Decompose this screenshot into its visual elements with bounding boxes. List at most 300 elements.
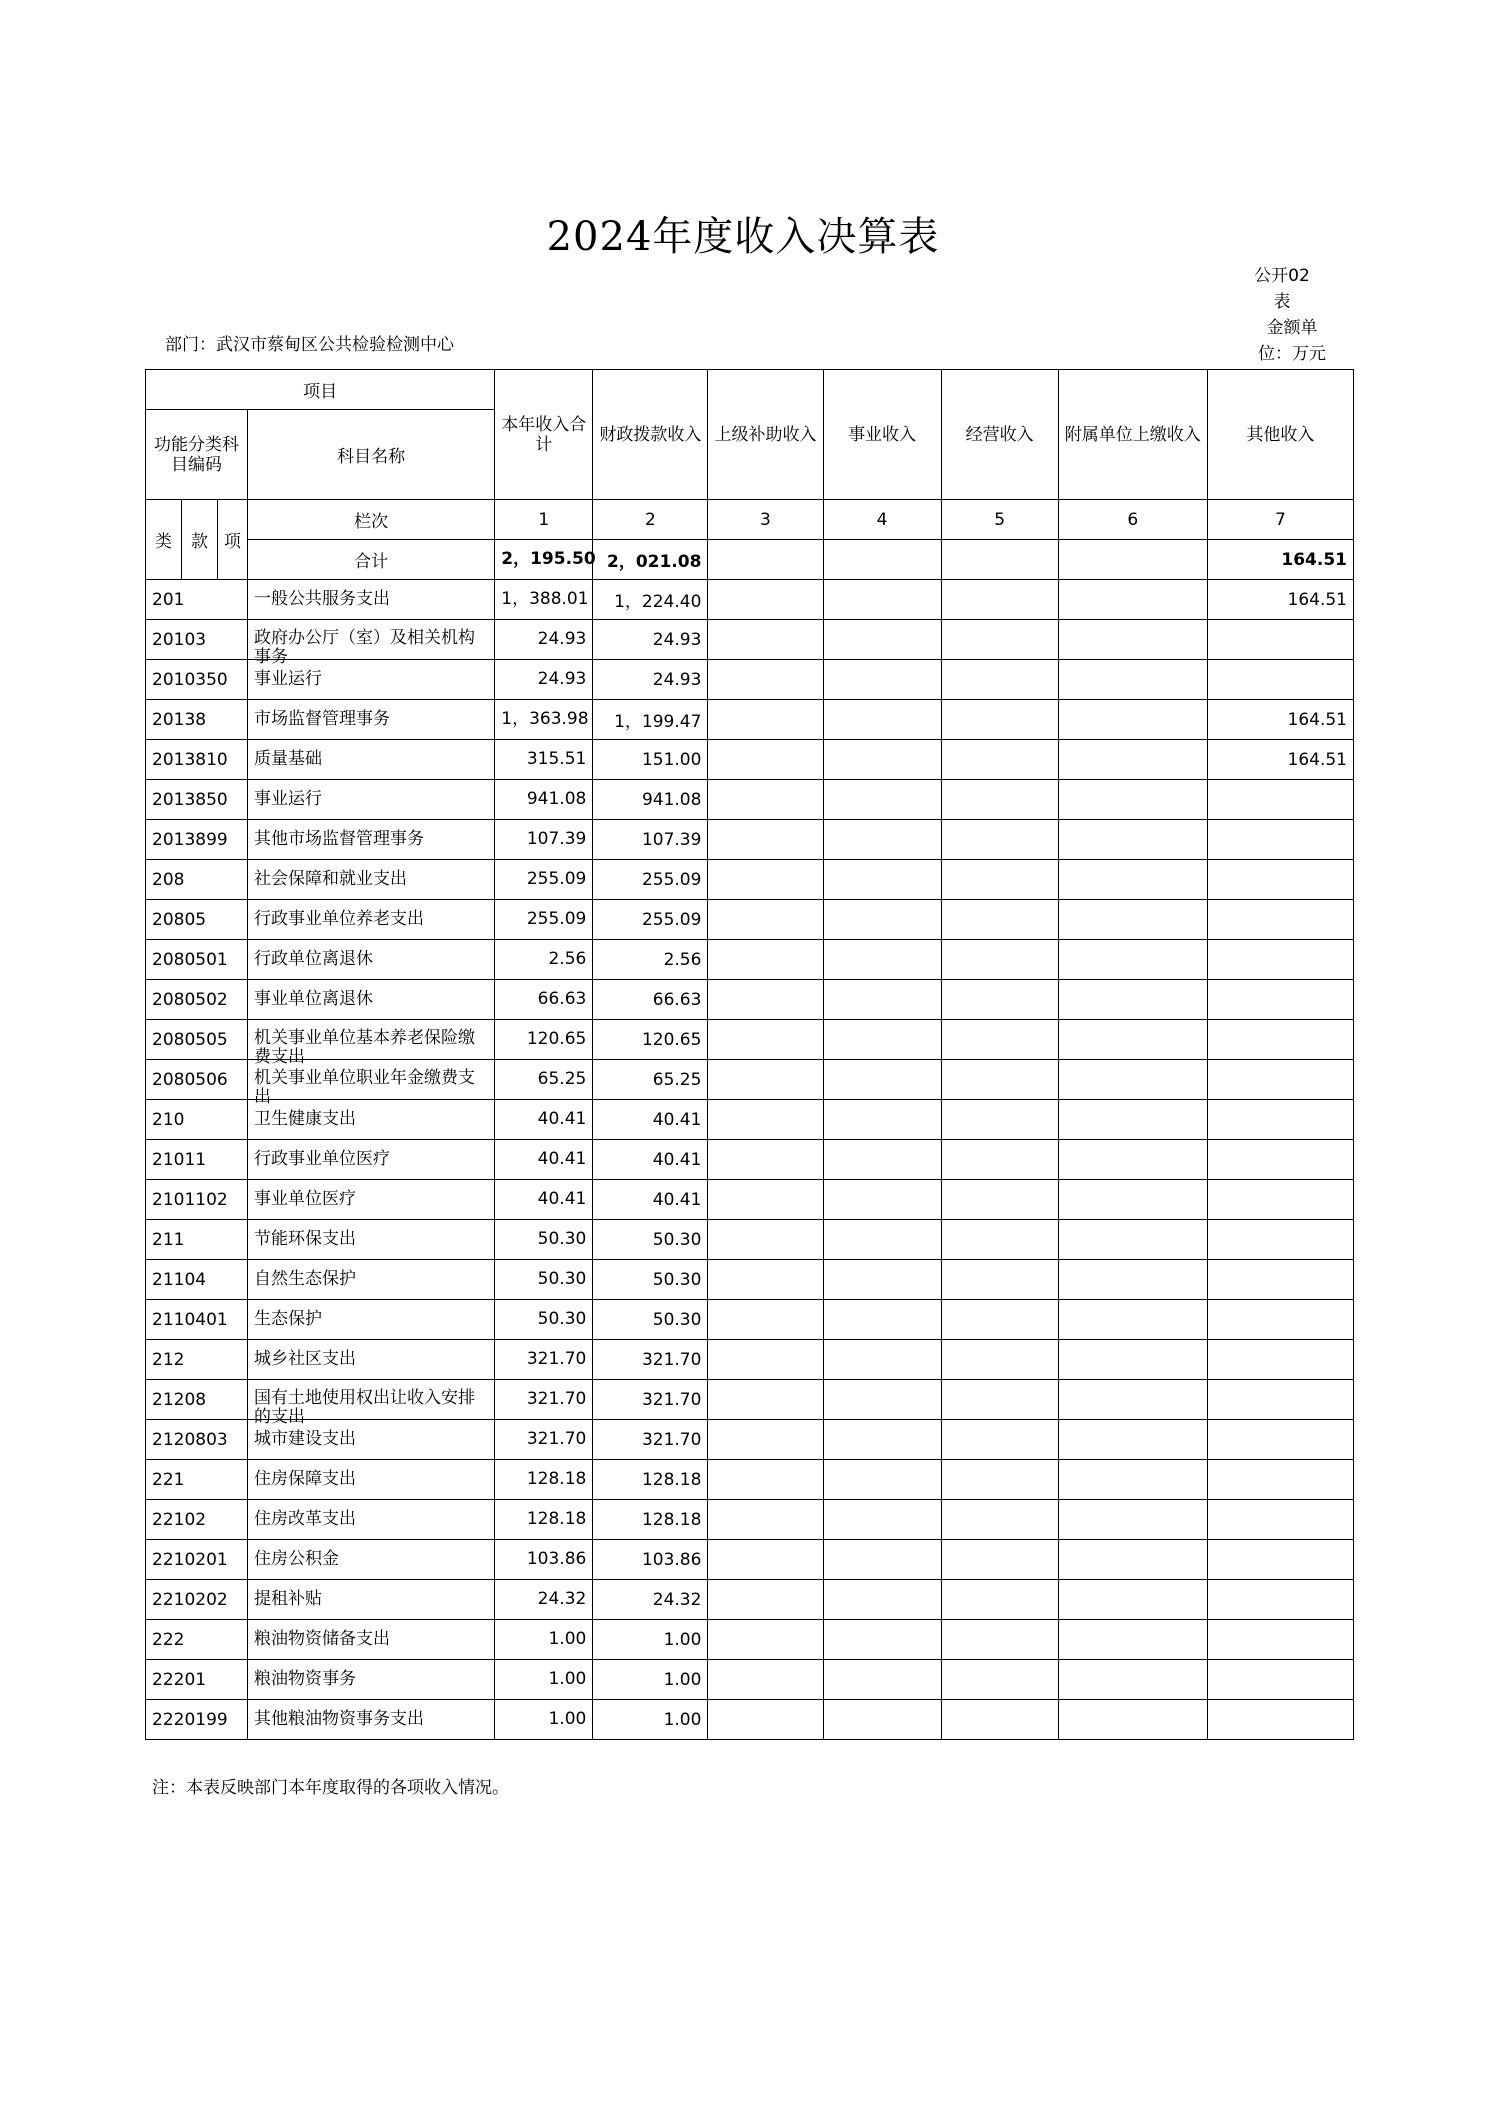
row-c6 [1058, 1100, 1207, 1140]
row-c7 [1207, 1180, 1353, 1220]
row-code: 2220199 [146, 1700, 248, 1740]
col-num-3: 3 [708, 500, 823, 540]
table-row [146, 780, 1354, 820]
row-c1-value: 128.18 [526, 1509, 587, 1529]
row-c7 [1207, 780, 1353, 820]
row-c2: 50.30 [593, 1300, 708, 1340]
row-c5 [941, 1500, 1058, 1540]
row-code: 2013810 [146, 740, 248, 780]
row-c7 [1207, 620, 1353, 660]
table-number-line-1: 公开02 [1254, 266, 1310, 286]
header-col-5: 经营收入 [941, 370, 1058, 500]
row-c4 [823, 1460, 941, 1500]
row-c1-value: 66.63 [537, 989, 587, 1009]
row-code: 22102 [146, 1500, 248, 1540]
row-c7 [1207, 1260, 1353, 1300]
row-c1-value: 24.93 [537, 629, 587, 649]
col-num-5: 5 [941, 500, 1058, 540]
row-c4 [823, 900, 941, 940]
row-c1 [495, 1100, 593, 1140]
row-c5 [941, 740, 1058, 780]
row-subject-name [248, 1620, 495, 1660]
row-code: 20805 [146, 900, 248, 940]
row-c2: 255.09 [593, 900, 708, 940]
row-c6 [1058, 900, 1207, 940]
row-c2: 50.30 [593, 1220, 708, 1260]
header-col-row-label: 栏次 [248, 500, 495, 540]
header-col-2: 财政拨款收入 [593, 370, 708, 500]
row-c7 [1207, 1300, 1353, 1340]
row-c3 [708, 1260, 823, 1300]
row-c1 [495, 1260, 593, 1300]
row-c6 [1058, 1260, 1207, 1300]
row-c7 [1207, 980, 1353, 1020]
row-subject-name-value: 行政事业单位医疗 [254, 1149, 391, 1169]
row-c4 [823, 580, 941, 620]
row-c5 [941, 1180, 1058, 1220]
row-subject-name [248, 620, 495, 667]
row-c4 [823, 1100, 941, 1140]
row-c5 [941, 1580, 1058, 1620]
row-c1 [495, 1140, 593, 1180]
row-subject-name [248, 1580, 495, 1620]
row-c3 [708, 1500, 823, 1540]
table-row [146, 1220, 1354, 1260]
row-c3 [708, 1020, 823, 1060]
col-num-2: 2 [593, 500, 708, 540]
header-func-code: 功能分类科目编码 [146, 410, 248, 500]
row-c6 [1058, 740, 1207, 780]
row-c7 [1207, 1100, 1353, 1140]
row-c7 [1207, 1020, 1353, 1060]
total-c6 [1058, 540, 1207, 580]
row-c1-value: 1.00 [548, 1629, 587, 1649]
row-code: 2080506 [146, 1060, 248, 1100]
row-subject-name-value: 政府办公厅（室）及相关机构事务 [254, 627, 476, 667]
row-c5 [941, 1300, 1058, 1340]
row-c1 [495, 1700, 593, 1740]
table-row [146, 740, 1354, 780]
row-c2: 24.93 [593, 660, 708, 700]
row-subject-name [248, 1660, 495, 1700]
row-c4 [823, 1340, 941, 1380]
row-subject-name [248, 1260, 495, 1300]
row-code: 2210202 [146, 1580, 248, 1620]
row-c4 [823, 1140, 941, 1180]
row-c7 [1207, 1380, 1353, 1420]
header-col-4: 事业收入 [823, 370, 941, 500]
table-row [146, 1260, 1354, 1300]
row-c2: 40.41 [593, 1140, 708, 1180]
row-subject-name [248, 780, 495, 820]
row-c1-value: 40.41 [537, 1149, 587, 1169]
row-c6 [1058, 1420, 1207, 1460]
row-subject-name-value: 城市建设支出 [254, 1429, 357, 1449]
row-c5 [941, 1340, 1058, 1380]
row-c3 [708, 1340, 823, 1380]
row-c6 [1058, 620, 1207, 660]
row-c6 [1058, 580, 1207, 620]
row-subject-name [248, 1540, 495, 1580]
row-subject-name-value: 粮油物资事务 [254, 1669, 357, 1689]
row-c1-value: 1.00 [548, 1669, 587, 1689]
col-num-6: 6 [1058, 500, 1207, 540]
row-subject-name [248, 1220, 495, 1260]
row-c2: 120.65 [593, 1020, 708, 1060]
header-xiang: 项 [218, 500, 248, 580]
row-c6 [1058, 860, 1207, 900]
table-row [146, 1180, 1354, 1220]
row-c4 [823, 1700, 941, 1740]
row-c6 [1058, 1300, 1207, 1340]
row-c2: 40.41 [593, 1180, 708, 1220]
row-code: 208 [146, 860, 248, 900]
row-c1-value: 50.30 [537, 1269, 587, 1289]
row-c1 [495, 740, 593, 780]
table-number-line-2: 表 [1273, 292, 1291, 312]
table-row [146, 1500, 1354, 1540]
row-c5 [941, 1660, 1058, 1700]
row-c5 [941, 1060, 1058, 1100]
table-row [146, 1420, 1354, 1460]
row-c4 [823, 1180, 941, 1220]
row-c5 [941, 620, 1058, 660]
row-subject-name [248, 1140, 495, 1180]
table-row [146, 1060, 1354, 1100]
table-row [146, 1300, 1354, 1340]
row-c5 [941, 1260, 1058, 1300]
row-c2: 24.93 [593, 620, 708, 660]
row-c1-value: 128.18 [526, 1469, 587, 1489]
row-c5 [941, 820, 1058, 860]
row-c1-value: 50.30 [537, 1309, 587, 1329]
header-kuan: 款 [182, 500, 218, 580]
row-c6 [1058, 1660, 1207, 1700]
row-code: 2080502 [146, 980, 248, 1020]
row-c1-value: 941.08 [526, 789, 587, 809]
row-c1 [495, 1540, 593, 1580]
row-c7 [1207, 1460, 1353, 1500]
row-c1-value: 103.86 [526, 1549, 587, 1569]
row-c6 [1058, 700, 1207, 740]
row-c4 [823, 1020, 941, 1060]
row-subject-name-value: 住房公积金 [254, 1549, 340, 1569]
row-c6 [1058, 1140, 1207, 1180]
row-c1-value: 321.70 [526, 1389, 587, 1409]
row-c4 [823, 740, 941, 780]
row-c7 [1207, 940, 1353, 980]
table-row [146, 1380, 1354, 1420]
row-c5 [941, 1100, 1058, 1140]
header-item: 项目 [146, 370, 495, 410]
row-subject-name [248, 940, 495, 980]
row-code: 212 [146, 1340, 248, 1380]
row-c1-value: 255.09 [526, 869, 587, 889]
row-code: 2110401 [146, 1300, 248, 1340]
row-c3 [708, 1300, 823, 1340]
total-c3 [708, 540, 823, 580]
row-c2: 1，199.47 [593, 700, 708, 740]
row-subject-name [248, 820, 495, 860]
table-row [146, 1100, 1354, 1140]
table-note: 注：本表反映部门本年度取得的各项收入情况。 [152, 1778, 509, 1798]
row-c7 [1207, 1620, 1353, 1660]
row-c1-value: 107.39 [526, 829, 587, 849]
row-c6 [1058, 1540, 1207, 1580]
total-label: 合计 [248, 540, 495, 580]
row-code: 222 [146, 1620, 248, 1660]
total-c2: 2，021.08 [593, 540, 708, 580]
row-subject-name-value: 卫生健康支出 [254, 1109, 357, 1129]
row-subject-name [248, 1460, 495, 1500]
row-c6 [1058, 1460, 1207, 1500]
row-c1-value: 1，388.01 [501, 589, 589, 609]
row-c3 [708, 900, 823, 940]
row-c7 [1207, 660, 1353, 700]
row-c5 [941, 1700, 1058, 1740]
table-row [146, 1020, 1354, 1060]
row-c1 [495, 1500, 593, 1540]
row-c4 [823, 1300, 941, 1340]
row-c1 [495, 1620, 593, 1660]
page-title: 2024年度收入决算表 [546, 214, 940, 260]
table-row [146, 940, 1354, 980]
row-c1 [495, 1180, 593, 1220]
row-c5 [941, 1460, 1058, 1500]
amount-unit-line-2: 位：万元 [1258, 344, 1326, 364]
row-c2: 65.25 [593, 1060, 708, 1100]
row-c3 [708, 700, 823, 740]
row-c6 [1058, 1060, 1207, 1100]
row-c3 [708, 1420, 823, 1460]
header-col-6: 附属单位上缴收入 [1058, 370, 1207, 500]
row-c5 [941, 900, 1058, 940]
row-c7 [1207, 1540, 1353, 1580]
col-num-1: 1 [495, 500, 593, 540]
row-subject-name-value: 事业运行 [254, 669, 323, 689]
row-c1-value: 120.65 [526, 1029, 587, 1049]
row-c5 [941, 1020, 1058, 1060]
row-c1 [495, 1060, 593, 1100]
row-subject-name-value: 事业运行 [254, 789, 323, 809]
row-c3 [708, 1380, 823, 1420]
row-subject-name [248, 580, 495, 620]
row-c6 [1058, 1620, 1207, 1660]
row-c3 [708, 1140, 823, 1180]
row-c2: 255.09 [593, 860, 708, 900]
row-c7 [1207, 1220, 1353, 1260]
row-c6 [1058, 1180, 1207, 1220]
row-c1 [495, 1340, 593, 1380]
row-c2: 2.56 [593, 940, 708, 980]
row-c3 [708, 740, 823, 780]
row-c1 [495, 940, 593, 980]
row-code: 21104 [146, 1260, 248, 1300]
row-subject-name [248, 1340, 495, 1380]
row-c1 [495, 620, 593, 660]
row-c2: 103.86 [593, 1540, 708, 1580]
row-c6 [1058, 780, 1207, 820]
table-row [146, 1140, 1354, 1180]
row-c2: 107.39 [593, 820, 708, 860]
row-code: 2210201 [146, 1540, 248, 1580]
row-c7: 164.51 [1207, 580, 1353, 620]
row-c1-value: 321.70 [526, 1349, 587, 1369]
row-c2: 321.70 [593, 1340, 708, 1380]
table-row [146, 1340, 1354, 1380]
row-c2: 1，224.40 [593, 580, 708, 620]
row-c3 [708, 1700, 823, 1740]
row-subject-name-value: 节能环保支出 [254, 1229, 357, 1249]
row-c7 [1207, 1420, 1353, 1460]
row-c6 [1058, 1580, 1207, 1620]
row-c2: 128.18 [593, 1460, 708, 1500]
row-code: 2013850 [146, 780, 248, 820]
table-row [146, 660, 1354, 700]
row-code: 21208 [146, 1380, 248, 1420]
row-c4 [823, 660, 941, 700]
table-row [146, 980, 1354, 1020]
table-row [146, 1540, 1354, 1580]
row-subject-name [248, 1300, 495, 1340]
row-c3 [708, 1060, 823, 1100]
row-code: 2010350 [146, 660, 248, 700]
row-subject-name-value: 自然生态保护 [254, 1269, 357, 1289]
row-c7 [1207, 1500, 1353, 1540]
row-c7: 164.51 [1207, 740, 1353, 780]
row-code: 211 [146, 1220, 248, 1260]
row-subject-name [248, 860, 495, 900]
row-c5 [941, 1140, 1058, 1180]
row-c2: 321.70 [593, 1420, 708, 1460]
row-c5 [941, 660, 1058, 700]
table-number [1242, 263, 1322, 315]
row-c5 [941, 780, 1058, 820]
row-c2: 66.63 [593, 980, 708, 1020]
row-subject-name [248, 1100, 495, 1140]
row-c6 [1058, 1220, 1207, 1260]
col-num-4: 4 [823, 500, 941, 540]
row-c2: 941.08 [593, 780, 708, 820]
row-c1 [495, 1420, 593, 1460]
row-c6 [1058, 980, 1207, 1020]
row-c3 [708, 1100, 823, 1140]
amount-unit-line-1: 金额单 [1266, 318, 1318, 338]
row-c1 [495, 820, 593, 860]
row-c1-value: 315.51 [526, 749, 587, 769]
row-subject-name-value: 机关事业单位基本养老保险缴费支出 [254, 1027, 476, 1067]
row-c2: 1.00 [593, 1700, 708, 1740]
total-row [146, 540, 1354, 580]
row-c5 [941, 700, 1058, 740]
table-row [146, 620, 1354, 660]
row-subject-name [248, 980, 495, 1020]
row-c2: 50.30 [593, 1260, 708, 1300]
row-c6 [1058, 1340, 1207, 1380]
row-code: 2080505 [146, 1020, 248, 1060]
row-c7 [1207, 1340, 1353, 1380]
table-row [146, 820, 1354, 860]
table-row [146, 900, 1354, 940]
row-subject-name-value: 事业单位离退休 [254, 989, 374, 1009]
row-c1-value: 24.93 [537, 669, 587, 689]
header-col-1: 本年收入合计 [495, 370, 593, 500]
row-c3 [708, 580, 823, 620]
row-c2: 128.18 [593, 1500, 708, 1540]
row-c1 [495, 580, 593, 620]
row-c5 [941, 1380, 1058, 1420]
row-c7 [1207, 1060, 1353, 1100]
row-c4 [823, 860, 941, 900]
row-c3 [708, 1660, 823, 1700]
row-c2: 151.00 [593, 740, 708, 780]
row-c7 [1207, 820, 1353, 860]
row-c7 [1207, 1580, 1353, 1620]
row-c1 [495, 1460, 593, 1500]
header-subject-name: 科目名称 [248, 410, 495, 500]
amount-unit [1242, 315, 1342, 367]
row-c1-value: 24.32 [537, 1589, 587, 1609]
income-table [145, 369, 1354, 1740]
row-c3 [708, 860, 823, 900]
row-c6 [1058, 1500, 1207, 1540]
row-c1-value: 65.25 [537, 1069, 587, 1089]
total-c1 [495, 540, 596, 580]
row-subject-name [248, 1020, 495, 1067]
row-c3 [708, 1580, 823, 1620]
row-c3 [708, 940, 823, 980]
row-c1-value: 255.09 [526, 909, 587, 929]
row-subject-name-value: 其他市场监督管理事务 [254, 829, 425, 849]
row-c4 [823, 780, 941, 820]
row-c6 [1058, 660, 1207, 700]
row-c4 [823, 1060, 941, 1100]
row-c4 [823, 940, 941, 980]
row-subject-name-value: 质量基础 [254, 749, 323, 769]
row-c1 [495, 660, 593, 700]
row-subject-name-value: 生态保护 [254, 1309, 323, 1329]
table-row [146, 580, 1354, 620]
row-c3 [708, 820, 823, 860]
row-c3 [708, 660, 823, 700]
row-c7 [1207, 1140, 1353, 1180]
table-row [146, 860, 1354, 900]
row-c4 [823, 1420, 941, 1460]
row-subject-name-value: 住房保障支出 [254, 1469, 357, 1489]
row-subject-name-value: 国有土地使用权出让收入安排的支出 [254, 1387, 476, 1427]
row-c4 [823, 700, 941, 740]
row-c3 [708, 620, 823, 660]
row-c4 [823, 1580, 941, 1620]
total-c1-value: 2，195.50 [501, 549, 596, 569]
total-c4 [823, 540, 941, 580]
row-code: 2101102 [146, 1180, 248, 1220]
row-c1 [495, 1380, 593, 1420]
row-c1 [495, 1300, 593, 1340]
row-code: 2080501 [146, 940, 248, 980]
row-subject-name-value: 市场监督管理事务 [254, 709, 391, 729]
row-subject-name-value: 提租补贴 [254, 1589, 323, 1609]
row-c1-value: 2.56 [548, 949, 587, 969]
row-subject-name [248, 900, 495, 940]
row-c4 [823, 1380, 941, 1420]
table-row [146, 1460, 1354, 1500]
row-subject-name-value: 一般公共服务支出 [254, 589, 391, 609]
row-c7 [1207, 1700, 1353, 1740]
header-col-3: 上级补助收入 [708, 370, 823, 500]
row-c3 [708, 1540, 823, 1580]
row-c4 [823, 1260, 941, 1300]
